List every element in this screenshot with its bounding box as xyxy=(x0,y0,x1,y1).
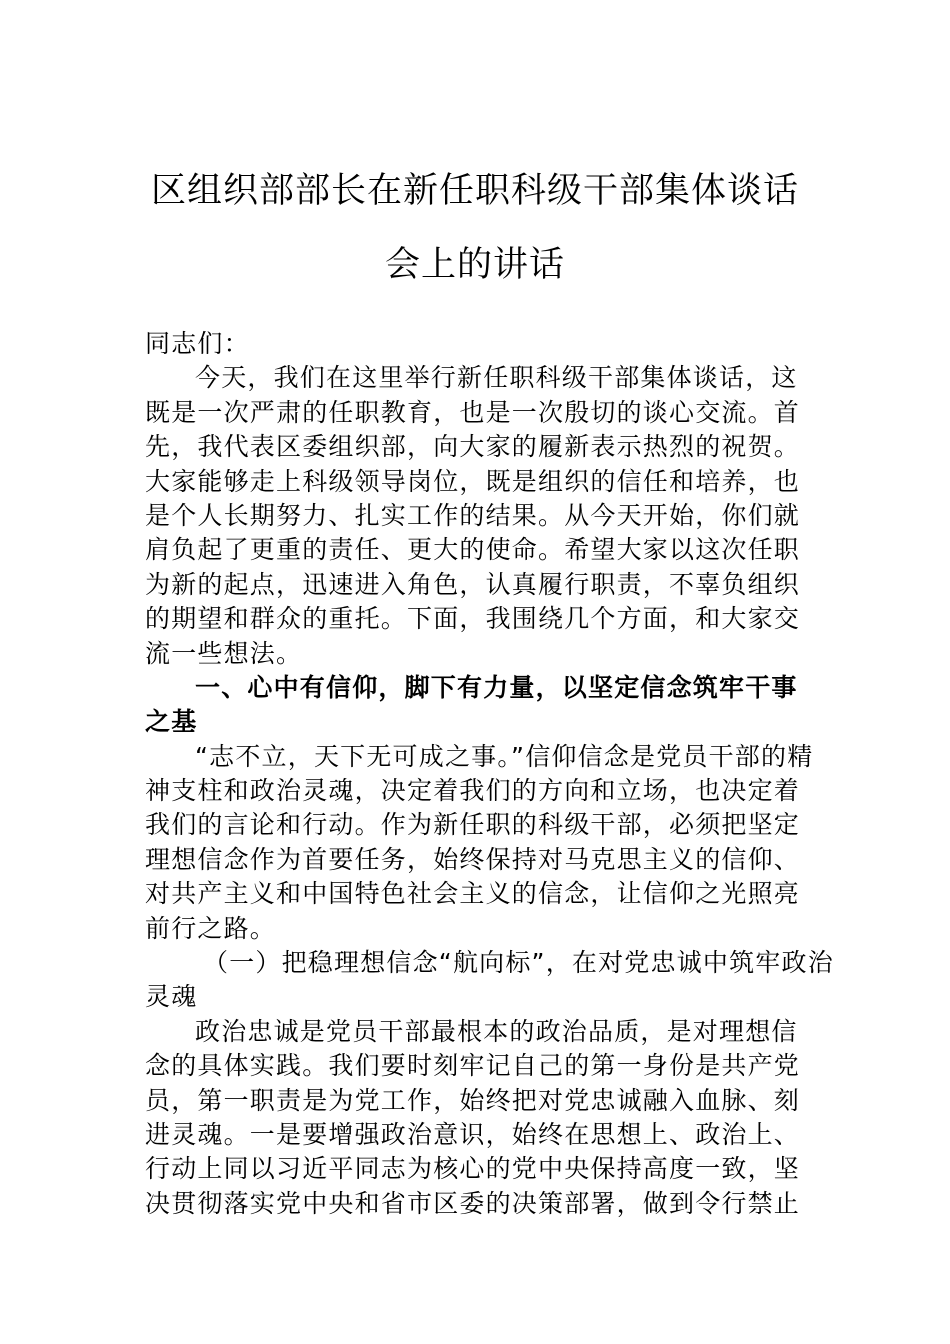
text-line: 理想信念作为首要任务，始终保持对马克思主义的信仰、 xyxy=(145,844,801,874)
text-line: （一）把稳理想信念“航向标”，在对党忠诚中筑牢政治 xyxy=(203,948,834,978)
text-line: 先，我代表区委组织部，向大家的履新表示热烈的祝贺。 xyxy=(145,432,801,462)
paragraph xyxy=(145,327,815,361)
text-line: 流一些想法。 xyxy=(145,638,303,668)
paragraph xyxy=(145,1015,815,1221)
text-line: 政治忠诚是党员干部最根本的政治品质，是对理想信 xyxy=(195,1016,798,1046)
text-line: 员，第一职责是为党工作，始终把对党忠诚融入血脉、刻 xyxy=(145,1085,801,1115)
text-line: 大家能够走上科级领导岗位，既是组织的信任和培养，也 xyxy=(145,466,801,496)
text-line: 一、心中有信仰，脚下有力量，以坚定信念筑牢干事 xyxy=(195,672,798,702)
text-line: 肩负起了更重的责任、更大的使命。希望大家以这次任职 xyxy=(145,535,801,565)
text-line: 对共产主义和中国特色社会主义的信念，让信仰之光照亮 xyxy=(145,879,801,909)
document-title-line-2: 会上的讲话 xyxy=(384,245,565,285)
text-line: 进灵魂。一是要增强政治意识，始终在思想上、政治上、 xyxy=(145,1119,801,1149)
text-line: 同志们： xyxy=(145,329,250,358)
text-line: 的期望和群众的重托。下面，我围绕几个方面，和大家交 xyxy=(145,604,801,634)
text-line: 我们的言论和行动。作为新任职的科级干部，必须把坚定 xyxy=(145,810,801,840)
document-body xyxy=(145,327,834,1221)
paragraph xyxy=(145,740,815,946)
text-line: 今天，我们在这里举行新任职科级干部集体谈话，这 xyxy=(195,363,798,393)
paragraph xyxy=(145,361,815,671)
text-line: “志不立，天下无可成之事。”信仰信念是党员干部的精 xyxy=(195,741,814,771)
text-line: 神支柱和政治灵魂，决定着我们的方向和立场，也决定着 xyxy=(145,776,801,806)
text-line: 为新的起点，迅速进入角色，认真履行职责，不辜负组织 xyxy=(145,569,801,599)
text-line: 行动上同以习近平同志为核心的党中央保持高度一致，坚 xyxy=(145,1154,801,1184)
text-line: 既是一次严肃的任职教育，也是一次殷切的谈心交流。首 xyxy=(145,397,801,427)
text-line: 前行之路。 xyxy=(145,913,277,943)
document-title-line-1: 区组织部部长在新任职科级干部集体谈话 xyxy=(150,171,799,211)
text-line: 之基 xyxy=(145,707,198,737)
text-line: 决贯彻落实党中央和省市区委的决策部署，做到令行禁止 xyxy=(145,1188,801,1218)
text-line: 念的具体实践。我们要时刻牢记自己的第一身份是共产党 xyxy=(145,1051,801,1081)
text-line: 灵魂 xyxy=(145,982,198,1012)
section-heading xyxy=(145,671,815,740)
subsection-heading xyxy=(145,946,834,1015)
text-line: 是个人长期努力、扎实工作的结果。从今天开始，你们就 xyxy=(145,500,801,530)
